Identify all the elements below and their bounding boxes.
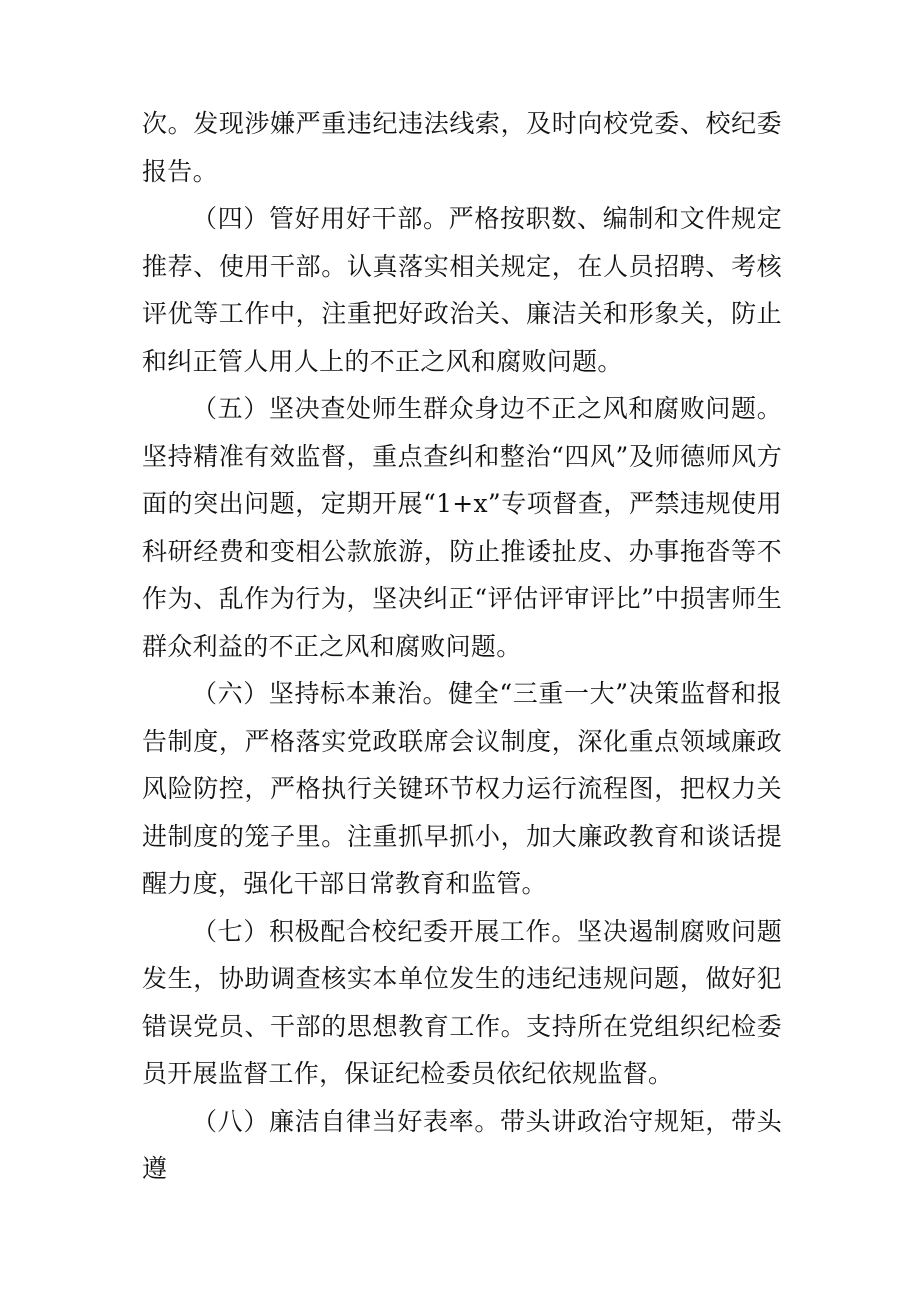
document-body — [142, 100, 782, 1193]
paragraph-continuation: 次。发现涉嫌严重违纪违法线索，及时向校党委、校纪委报告。 — [142, 109, 782, 186]
paragraph-section-6: （六）坚持标本兼治。健全“三重一大”决策监督和报告制度，严格落实党政联席会议制度，深化重点领域廉政风险防控，严格执行关键环节权力运行流程图，把权力关进制度的笼子里。注重抓早抓小，加大廉政教育和谈话提醒力度，强化干部日常教育和监管。 — [142, 679, 782, 898]
paragraph-section-5: （五）坚决查处师生群众身边不正之风和腐败问题。坚持精准有效监督，重点查纠和整治“四风”及师德师风方面的突出问题，定期开展“1+x”专项督查，严禁违规使用科研经费和变相公款旅游，防止推诿扯皮、办事拖沓等不作为、乱作为行为，坚决纠正“评估评审评比”中损害师生群众利益的不正之风和腐败问题。 — [142, 394, 782, 661]
paragraph-section-8: （八）廉洁自律当好表率。带头讲政治守规矩，带头遵 — [142, 1106, 782, 1183]
paragraph-section-4: （四）管好用好干部。严格按职数、编制和文件规定推荐、使用干部。认真落实相关规定，在人员招聘、考核评优等工作中，注重把好政治关、廉洁关和形象关，防止和纠正管人用人上的不正之风和腐败问题。 — [142, 204, 782, 376]
paragraph-section-7: （七）积极配合校纪委开展工作。坚决遏制腐败问题发生，协助调查核实本单位发生的违纪违规问题，做好犯错误党员、干部的思想教育工作。支持所在党组织纪检委员开展监督工作，保证纪检委员依纪依规监督。 — [142, 916, 782, 1088]
